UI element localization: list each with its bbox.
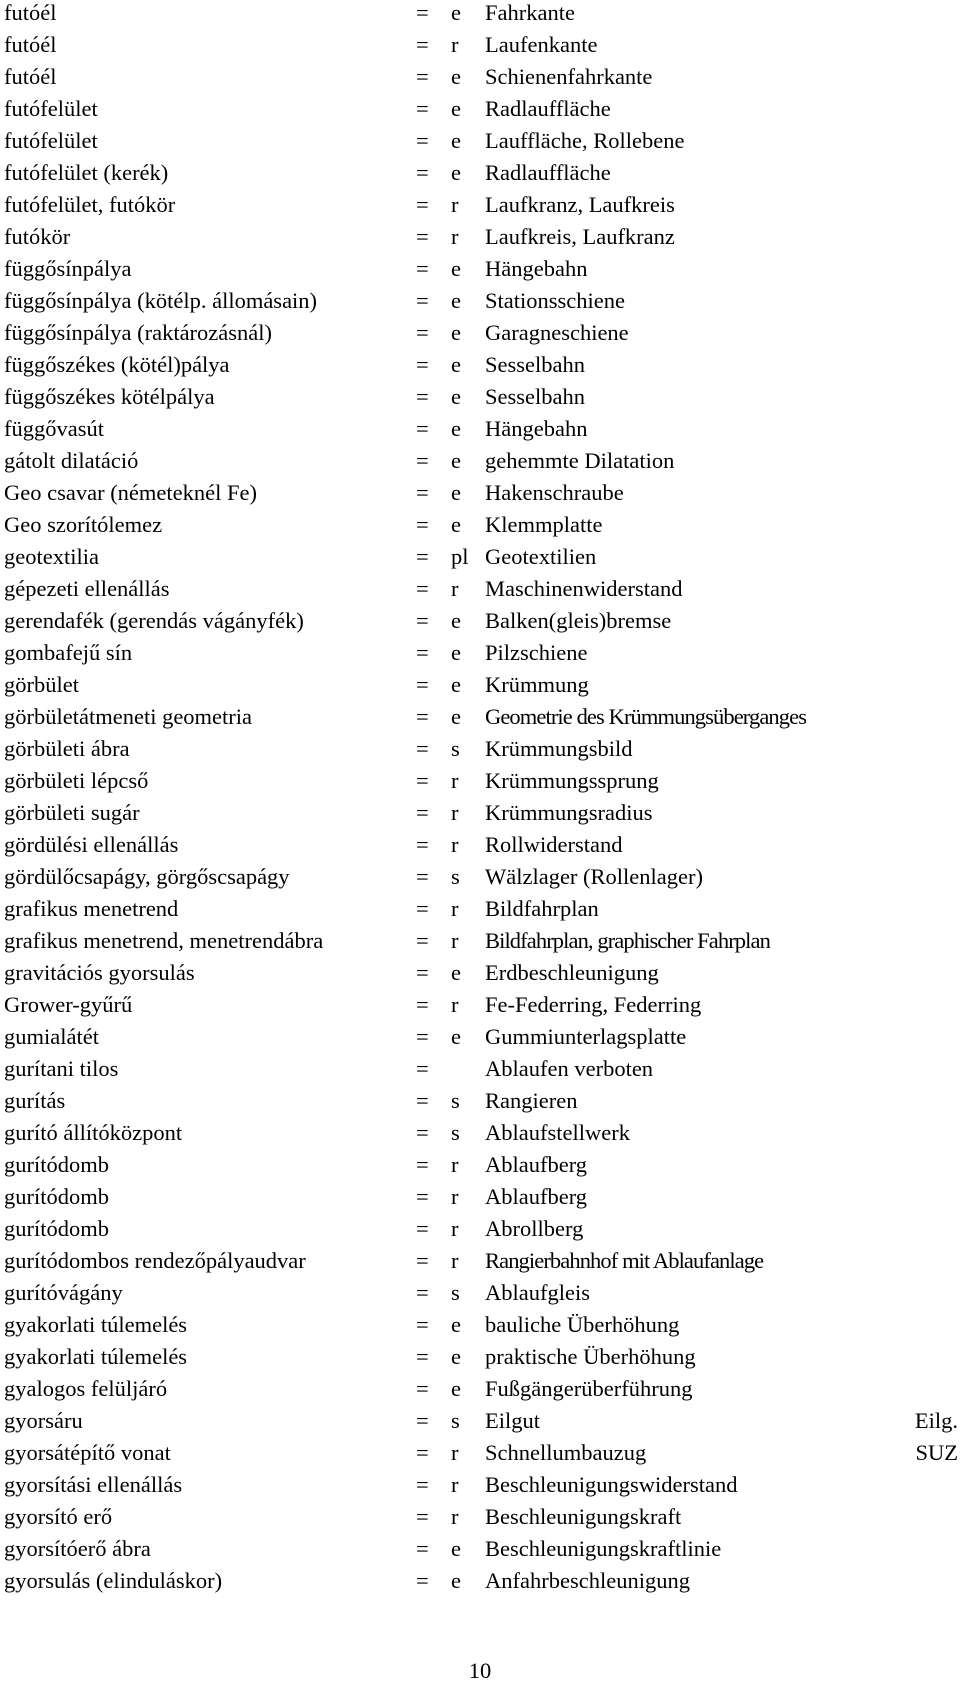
equals-sign: = [416,704,429,729]
entry-row [0,1376,960,1408]
gender-article: e [451,608,461,633]
equals-sign: = [416,128,429,153]
german-term: Sesselbahn [485,384,585,409]
equals-sign: = [416,224,429,249]
entry-row [0,352,960,384]
german-term: Krümmungsradius [485,800,653,825]
entry-row [0,1120,960,1152]
gender-article: e [451,352,461,377]
hungarian-term: Grower-gyűrű [4,992,133,1017]
hungarian-term: gépezeti ellenállás [4,576,170,601]
equals-sign: = [416,1568,429,1593]
entry-row [0,1536,960,1568]
gender-article: r [451,992,459,1017]
hungarian-term: gombafejű sín [4,640,133,665]
entry-row [0,1568,960,1600]
german-term: gehemmte Dilatation [485,448,675,473]
hungarian-term: gurítódombos rendezőpályaudvar [4,1248,306,1273]
gender-article: r [451,928,459,953]
gender-article: e [451,704,461,729]
hungarian-term: függőszékes (kötél)pálya [4,352,230,377]
hungarian-term: gerendafék (gerendás vágányfék) [4,608,304,633]
gender-article: r [451,32,459,57]
gender-article: r [451,768,459,793]
german-term: Bildfahrplan, graphischer Fahrplan [485,928,770,953]
german-term: Fe-Federring, Federring [485,992,702,1017]
gender-article: e [451,1312,461,1337]
hungarian-term: gurítódomb [4,1152,109,1177]
equals-sign: = [416,1408,429,1433]
equals-sign: = [416,512,429,537]
german-term: Geometrie des Krümmungsüberganges [485,704,807,729]
equals-sign: = [416,1184,429,1209]
hungarian-term: Geo csavar (németeknél Fe) [4,480,258,505]
equals-sign: = [416,480,429,505]
gender-article: r [451,192,459,217]
entry-row [0,960,960,992]
equals-sign: = [416,928,429,953]
equals-sign: = [416,1152,429,1177]
german-term: Rollwiderstand [485,832,623,857]
hungarian-term: gravitációs gyorsulás [4,960,195,985]
german-term: Balken(gleis)bremse [485,608,672,633]
hungarian-term: geotextilia [4,544,99,569]
hungarian-term: gurítani tilos [4,1056,119,1081]
gender-article: e [451,160,461,185]
hungarian-term: görbületi sugár [4,800,140,825]
gender-article: e [451,384,461,409]
entry-row [0,160,960,192]
entry-row [0,608,960,640]
equals-sign: = [416,1024,429,1049]
german-term: Ablaufen verboten [485,1056,654,1081]
entry-row [0,1056,960,1088]
gender-article: r [451,1216,459,1241]
entry-row [0,1312,960,1344]
hungarian-term: grafikus menetrend [4,896,179,921]
hungarian-term: gátolt dilatáció [4,448,139,473]
gender-article: r [451,1504,459,1529]
german-term: Ablaufberg [485,1152,588,1177]
german-term: Beschleunigungskraft [485,1504,682,1529]
gender-article: e [451,512,461,537]
hungarian-term: futófelület (kerék) [4,160,169,185]
gender-article: e [451,1344,461,1369]
equals-sign: = [416,64,429,89]
gender-article: e [451,416,461,441]
hungarian-term: gyorsítóerő ábra [4,1536,151,1561]
german-term: Beschleunigungswiderstand [485,1472,738,1497]
hungarian-term: gyorsítási ellenállás [4,1472,183,1497]
german-term: Gummiunterlagsplatte [485,1024,687,1049]
hungarian-term: függővasút [4,416,104,441]
gender-article: e [451,448,461,473]
hungarian-term: gurítás [4,1088,66,1113]
entry-row [0,832,960,864]
hungarian-term: gördülőcsapágy, görgőscsapágy [4,864,290,889]
gender-article: r [451,224,459,249]
entry-row [0,1248,960,1280]
equals-sign: = [416,672,429,697]
gender-article: r [451,1152,459,1177]
gender-article: e [451,672,461,697]
entry-row [0,224,960,256]
german-term: Laufkreis, Laufkranz [485,224,675,249]
equals-sign: = [416,576,429,601]
equals-sign: = [416,1088,429,1113]
abbreviation: SUZ [915,1440,958,1465]
entry-row [0,512,960,544]
hungarian-term: függősínpálya [4,256,132,281]
german-term: Abrollberg [485,1216,584,1241]
hungarian-term: gyorsulás (elinduláskor) [4,1568,223,1593]
page-number: 10 [468,1658,492,1683]
entry-row [0,96,960,128]
entry-row [0,1344,960,1376]
entry-row [0,192,960,224]
entry-row [0,800,960,832]
equals-sign: = [416,288,429,313]
abbreviation: Eilg. [914,1408,958,1433]
entry-row [0,1440,960,1472]
german-term: Schnellumbauzug [485,1440,647,1465]
entry-row [0,1408,960,1440]
hungarian-term: görbület [4,672,79,697]
gender-article: e [451,1376,461,1401]
hungarian-term: görbületi lépcső [4,768,149,793]
entry-row [0,1152,960,1184]
gender-article: e [451,0,461,25]
hungarian-term: futóél [4,32,57,57]
hungarian-term: futóél [4,0,57,25]
gender-article: r [451,576,459,601]
equals-sign: = [416,1344,429,1369]
german-term: Pilzschiene [485,640,588,665]
gender-article: e [451,960,461,985]
entry-row [0,640,960,672]
equals-sign: = [416,1312,429,1337]
hungarian-term: gyalogos felüljáró [4,1376,168,1401]
german-term: Wälzlager (Rollenlager) [485,864,704,889]
entry-row [0,672,960,704]
gender-article: e [451,320,461,345]
equals-sign: = [416,32,429,57]
equals-sign: = [416,0,429,25]
hungarian-term: gyorsító erő [4,1504,113,1529]
hungarian-term: gördülési ellenállás [4,832,179,857]
hungarian-term: grafikus menetrend, menetrendábra [4,928,324,953]
entry-row [0,0,960,32]
german-term: Krümmung [485,672,589,697]
gender-article: e [451,96,461,121]
german-term: Erdbeschleunigung [485,960,659,985]
entry-row [0,992,960,1024]
german-term: Laufenkante [485,32,598,57]
entry-row [0,928,960,960]
equals-sign: = [416,1056,429,1081]
german-term: Eilgut [485,1408,540,1433]
german-term: Ablaufberg [485,1184,588,1209]
gender-article: r [451,800,459,825]
gender-article: s [451,1280,460,1305]
entry-row [0,1472,960,1504]
equals-sign: = [416,256,429,281]
hungarian-term: futóél [4,64,57,89]
entry-row [0,384,960,416]
german-term: Maschinenwiderstand [485,576,683,601]
gender-article: e [451,64,461,89]
hungarian-term: gyorsáru [4,1408,83,1433]
hungarian-term: gyakorlati túlemelés [4,1344,188,1369]
german-term: Sesselbahn [485,352,585,377]
german-term: Radlauffläche [485,160,611,185]
equals-sign: = [416,960,429,985]
entry-row [0,1184,960,1216]
german-term: Hängebahn [485,256,588,281]
gender-article: s [451,1408,460,1433]
equals-sign: = [416,1280,429,1305]
german-term: Radlauffläche [485,96,611,121]
equals-sign: = [416,1472,429,1497]
gender-article: r [451,1184,459,1209]
entry-row [0,1280,960,1312]
entry-row [0,576,960,608]
equals-sign: = [416,1504,429,1529]
equals-sign: = [416,1216,429,1241]
hungarian-term: Geo szorítólemez [4,512,163,537]
german-term: Hängebahn [485,416,588,441]
equals-sign: = [416,1248,429,1273]
entry-row [0,32,960,64]
equals-sign: = [416,1120,429,1145]
gender-article: r [451,1248,459,1273]
hungarian-term: görbületátmeneti geometria [4,704,253,729]
equals-sign: = [416,896,429,921]
hungarian-term: függősínpálya (kötélp. állomásain) [4,288,318,313]
entry-row [0,896,960,928]
gender-article: s [451,1088,460,1113]
gender-article: e [451,1024,461,1049]
equals-sign: = [416,352,429,377]
german-term: Geotextilien [485,544,597,569]
equals-sign: = [416,96,429,121]
equals-sign: = [416,736,429,761]
equals-sign: = [416,832,429,857]
hungarian-term: gurítódomb [4,1216,109,1241]
entry-row [0,544,960,576]
entry-row [0,736,960,768]
equals-sign: = [416,864,429,889]
gender-article: s [451,1120,460,1145]
equals-sign: = [416,992,429,1017]
entry-row [0,448,960,480]
gender-article: r [451,832,459,857]
gender-article: r [451,896,459,921]
hungarian-term: függőszékes kötélpálya [4,384,215,409]
entry-row [0,416,960,448]
german-term: Schienenfahrkante [485,64,653,89]
gender-article: s [451,736,460,761]
entry-row [0,480,960,512]
equals-sign: = [416,800,429,825]
equals-sign: = [416,320,429,345]
hungarian-term: gurítóvágány [4,1280,123,1305]
gender-article: e [451,640,461,665]
hungarian-term: függősínpálya (raktározásnál) [4,320,273,345]
german-term: Rangieren [485,1088,578,1113]
gender-article: r [451,1440,459,1465]
entry-row [0,288,960,320]
gender-article: r [451,1472,459,1497]
entry-row [0,64,960,96]
german-term: Stationsschiene [485,288,625,313]
gender-article: e [451,256,461,281]
german-term: Krümmungssprung [485,768,659,793]
gender-article: s [451,864,460,889]
german-term: Ablaufstellwerk [485,1120,630,1145]
gender-article: e [451,480,461,505]
gender-article: e [451,1536,461,1561]
gender-article: pl [451,544,469,569]
entry-row [0,320,960,352]
hungarian-term: görbületi ábra [4,736,130,761]
hungarian-term: futókör [4,224,71,249]
gender-article: e [451,128,461,153]
equals-sign: = [416,1376,429,1401]
entry-row [0,1088,960,1120]
entry-row [0,1504,960,1536]
entry-row [0,256,960,288]
german-term: Fahrkante [485,0,575,25]
equals-sign: = [416,160,429,185]
equals-sign: = [416,1440,429,1465]
german-term: Rangierbahnhof mit Ablaufanlage [485,1248,764,1273]
entry-row [0,1216,960,1248]
gender-article: e [451,288,461,313]
hungarian-term: gurítódomb [4,1184,109,1209]
equals-sign: = [416,448,429,473]
equals-sign: = [416,384,429,409]
hungarian-term: gurító állítóközpont [4,1120,183,1145]
german-term: Garagneschiene [485,320,629,345]
german-term: Lauffläche, Rollebene [485,128,685,153]
hungarian-term: futófelület [4,96,98,121]
hungarian-term: futófelület, futókör [4,192,176,217]
equals-sign: = [416,608,429,633]
equals-sign: = [416,1536,429,1561]
hungarian-term: gumialátét [4,1024,99,1049]
german-term: Ablaufgleis [485,1280,590,1305]
entry-row [0,1024,960,1056]
german-term: Klemmplatte [485,512,603,537]
german-term: praktische Überhöhung [485,1344,696,1369]
equals-sign: = [416,640,429,665]
hungarian-term: futófelület [4,128,98,153]
equals-sign: = [416,192,429,217]
german-term: bauliche Überhöhung [485,1312,680,1337]
entry-row [0,128,960,160]
equals-sign: = [416,768,429,793]
german-term: Hakenschraube [485,480,624,505]
entry-row [0,704,960,736]
german-term: Anfahrbeschleunigung [485,1568,690,1593]
entry-row [0,864,960,896]
german-term: Krümmungsbild [485,736,633,761]
german-term: Beschleunigungskraftlinie [485,1536,722,1561]
hungarian-term: gyakorlati túlemelés [4,1312,188,1337]
equals-sign: = [416,416,429,441]
german-term: Bildfahrplan [485,896,599,921]
entry-row [0,768,960,800]
german-term: Fußgängerüberführung [485,1376,693,1401]
german-term: Laufkranz, Laufkreis [485,192,675,217]
hungarian-term: gyorsátépítő vonat [4,1440,171,1465]
equals-sign: = [416,544,429,569]
gender-article: e [451,1568,461,1593]
